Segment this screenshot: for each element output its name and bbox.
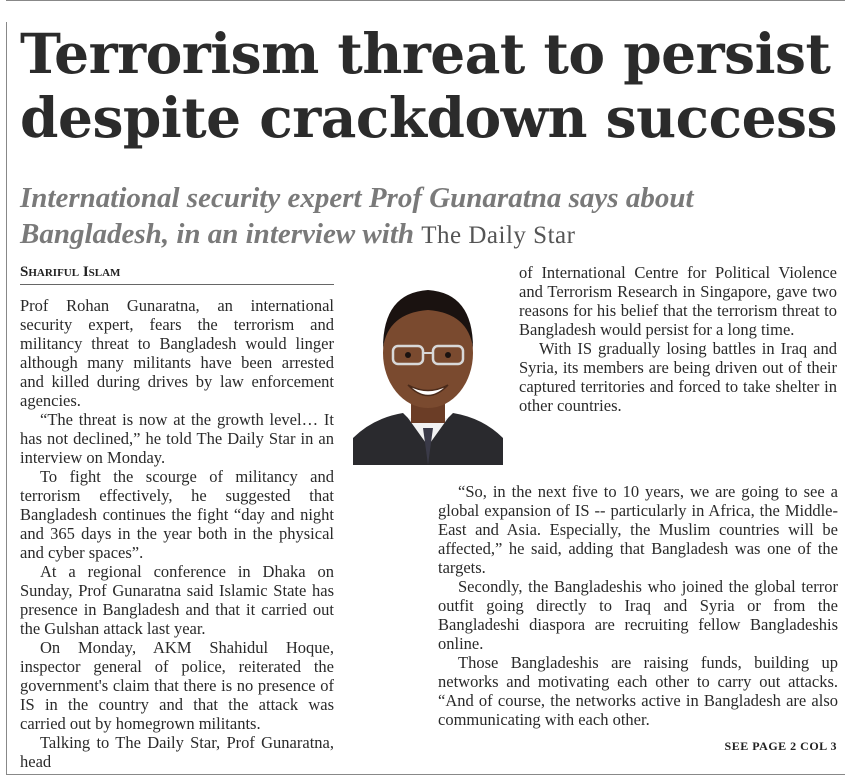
left-rule [6, 22, 7, 775]
headline: Terrorism threat to persist despite crackdown success [20, 21, 837, 150]
paragraph: “The threat is now at the growth level… It has not declined,” he told The Daily Star in an interview on Monday. [20, 410, 334, 467]
paragraph: Secondly, the Bangladeshis who joined the global terror outfit going directly to Iraq and Syria or from the Bangladeshi diaspora are recruiting fellow Bangladeshis online. [438, 577, 838, 653]
paragraph: On Monday, AKM Shahidul Hoque, inspector general of police, reiterated the government's claim that there is no presence of IS in the country and that the attack was carried out by homegrown militants. [20, 638, 334, 733]
bottom-rule [6, 774, 845, 775]
paragraph: To fight the scourge of militancy and terrorism effectively, he suggested that Bangladesh continues the fight “day and night and 365 days in the year both in the physical and cyber spaces”. [20, 467, 334, 562]
paragraph: Those Bangladeshis are raising funds, building up networks and motivating each other to carry out attacks. “And of course, the networks active in Bangladesh are also communicating with each other. [438, 653, 838, 729]
byline: Shariful Islam [20, 264, 334, 285]
article-column-3 [438, 482, 838, 729]
subhead [20, 180, 840, 254]
paragraph: “So, in the next five to 10 years, we are going to see a global expansion of IS -- particularly in Africa, the Middle-East and Asia. Especially, the Muslim countries will be affected,” he said, adding that Bangladesh was one of the targets. [438, 482, 838, 577]
paragraph: Talking to The Daily Star, Prof Gunaratna, head [20, 733, 334, 771]
article-column-1 [20, 296, 334, 771]
top-rule [6, 0, 845, 1]
paragraph: At a regional conference in Dhaka on Sunday, Prof Gunaratna said Islamic State has presence in Bangladesh and that it carried out the Gulshan attack last year. [20, 562, 334, 638]
masthead-logo: The Daily Star [421, 222, 576, 249]
author-portrait-photo [353, 268, 503, 465]
paragraph: Prof Rohan Gunaratna, an international security expert, fears the terrorism and militancy threat to Bangladesh would linger although many militants have been arrested and killed during drives by law enforcement agencies. [20, 296, 334, 410]
paragraph: of International Centre for Political Violence and Terrorism Research in Singapore, gave two reasons for his belief that the terrorism threat to Bangladesh would persist for a long time. [519, 263, 837, 339]
article-column-2 [519, 263, 837, 415]
continuation-note: SEE PAGE 2 COL 3 [724, 739, 837, 753]
subhead-text: International security expert Prof Gunaratna says about Bangladesh, in an interview with [20, 182, 694, 250]
paragraph: With IS gradually losing battles in Iraq and Syria, its members are being driven out of their captured territories and forced to take shelter in other countries. [519, 339, 837, 415]
